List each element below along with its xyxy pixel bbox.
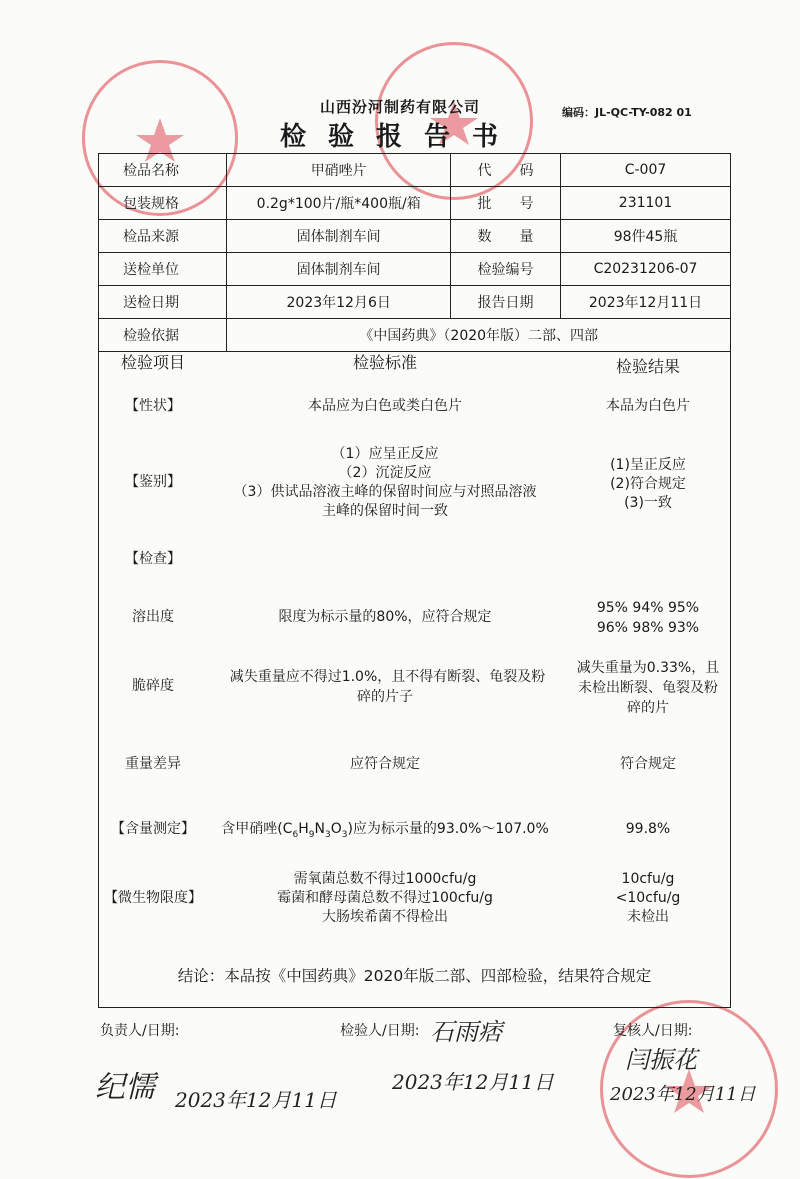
report-title: 检验报告书	[279, 122, 520, 152]
item-identification: 【鉴别】	[125, 474, 181, 490]
result-assay: 99.8%	[625, 821, 671, 837]
result-friability-3: 碎的片	[627, 700, 669, 716]
product-name-label: 检品名称	[99, 154, 227, 187]
submit-date-value: 2023年12月6日	[227, 286, 450, 319]
code-label: 代 码	[450, 154, 560, 187]
product-name-value: 甲硝唑片	[227, 154, 450, 187]
reviewer-date: 2023年12月11日	[610, 1084, 756, 1105]
responsible-date: 2023年12月11日	[175, 1088, 337, 1112]
col-item-heading: 检验项目	[120, 353, 185, 372]
standard-friability-2: 碎的片子	[357, 689, 413, 705]
code-value: C-007	[561, 154, 731, 187]
inspection-no-label: 检验编号	[450, 253, 560, 286]
result-dissolution-1: 95% 94% 95%	[596, 600, 700, 616]
result-microbial-1: 10cfu/g	[621, 871, 675, 887]
item-weight-variation: 重量差异	[125, 756, 181, 772]
standard-assay: 含甲硝唑$(C_6H_9N_3O_3)$应为标示量的93.0%～107.0%	[221, 821, 549, 840]
conclusion: 结论：本品按《中国药典》2020年版二部、四部检验，结果符合规定	[177, 967, 652, 985]
report-date-label: 报告日期	[450, 286, 560, 319]
submit-date-label: 送检日期	[99, 286, 227, 319]
item-dissolution: 溶出度	[132, 609, 174, 625]
result-appearance: 本品为白色片	[606, 398, 690, 414]
table-row	[99, 253, 731, 286]
standard-appearance: 本品应为白色或类白色片	[308, 398, 462, 414]
inspector-date: 2023年12月11日	[392, 1070, 554, 1094]
standard-microbial-1: 需氧菌总数不得过1000cfu/g	[293, 871, 477, 887]
reviewer-label: 复核人/日期:	[613, 1023, 693, 1039]
package-spec-value: 0.2g*100片/瓶*400瓶/箱	[227, 187, 450, 220]
submitter-label: 送检单位	[99, 253, 227, 286]
standard-identification-3: （3）供试品溶液主峰的保留时间应与对照品溶液	[233, 484, 537, 500]
responsible-signature: 纪懦	[95, 1070, 155, 1105]
table-row	[99, 286, 731, 319]
header-table	[98, 153, 731, 352]
result-dissolution-2: 96% 98% 93%	[596, 620, 700, 636]
result-microbial-3: 未检出	[627, 909, 669, 925]
result-microbial-2: <10cfu/g	[615, 890, 681, 906]
standard-identification-4: 主峰的保留时间一致	[322, 503, 448, 519]
submitter-value: 固体制剂车间	[227, 253, 450, 286]
result-friability-1: 减失重量为0.33%，且	[576, 660, 720, 676]
standard-friability-1: 减失重量应不得过1.0%，且不得有断裂、龟裂及粉	[229, 669, 546, 685]
quantity-label: 数 量	[450, 220, 560, 253]
inspection-no-value: C20231206-07	[561, 253, 731, 286]
inspector-label: 检验人/日期:	[340, 1023, 420, 1039]
source-value: 固体制剂车间	[227, 220, 450, 253]
standard-dissolution: 限度为标示量的80%，应符合规定	[278, 609, 492, 625]
standard-weight-variation: 应符合规定	[350, 756, 420, 772]
col-result-heading: 检验结果	[615, 357, 680, 376]
result-weight-variation: 符合规定	[620, 756, 676, 772]
standard-microbial-3: 大肠埃希菌不得检出	[322, 909, 448, 925]
item-inspection: 【检查】	[125, 551, 181, 567]
basis-label: 检验依据	[99, 319, 227, 352]
batch-value: 231101	[561, 187, 731, 220]
standard-identification-1: （1）应呈正反应	[331, 446, 439, 462]
package-spec-label: 包装规格	[99, 187, 227, 220]
result-identification-3: (3)一致	[624, 495, 672, 511]
report-date-value: 2023年12月11日	[561, 286, 731, 319]
item-friability: 脆碎度	[132, 678, 174, 694]
result-identification-2: (2)符合规定	[610, 476, 686, 492]
document-code: 编码：JL-QC-TY-082 01	[562, 106, 692, 119]
reviewer-signature: 闫振花	[625, 1046, 697, 1074]
item-microbial-limit: 【微生物限度】	[104, 890, 202, 906]
result-identification-1: (1)呈正反应	[610, 457, 686, 473]
table-row	[99, 187, 731, 220]
item-appearance: 【性状】	[125, 398, 181, 414]
basis-value: 《中国药典》（2020年版）二部、四部	[227, 319, 731, 352]
inspector-signature: 石雨痞	[430, 1018, 502, 1046]
responsible-label: 负责人/日期:	[100, 1023, 180, 1039]
item-assay: 【含量测定】	[111, 821, 195, 837]
batch-label: 批 号	[450, 187, 560, 220]
col-standard-heading: 检验标准	[352, 353, 417, 372]
table-row	[99, 220, 731, 253]
source-label: 检品来源	[99, 220, 227, 253]
result-friability-2: 未检出断裂、龟裂及粉	[578, 680, 718, 696]
company-name: 山西汾河制药有限公司	[319, 98, 480, 116]
standard-identification-2: （2）沉淀反应	[338, 465, 432, 481]
standard-microbial-2: 霉菌和酵母菌总数不得过100cfu/g	[277, 890, 493, 906]
table-row	[99, 154, 731, 187]
quantity-value: 98件45瓶	[561, 220, 731, 253]
